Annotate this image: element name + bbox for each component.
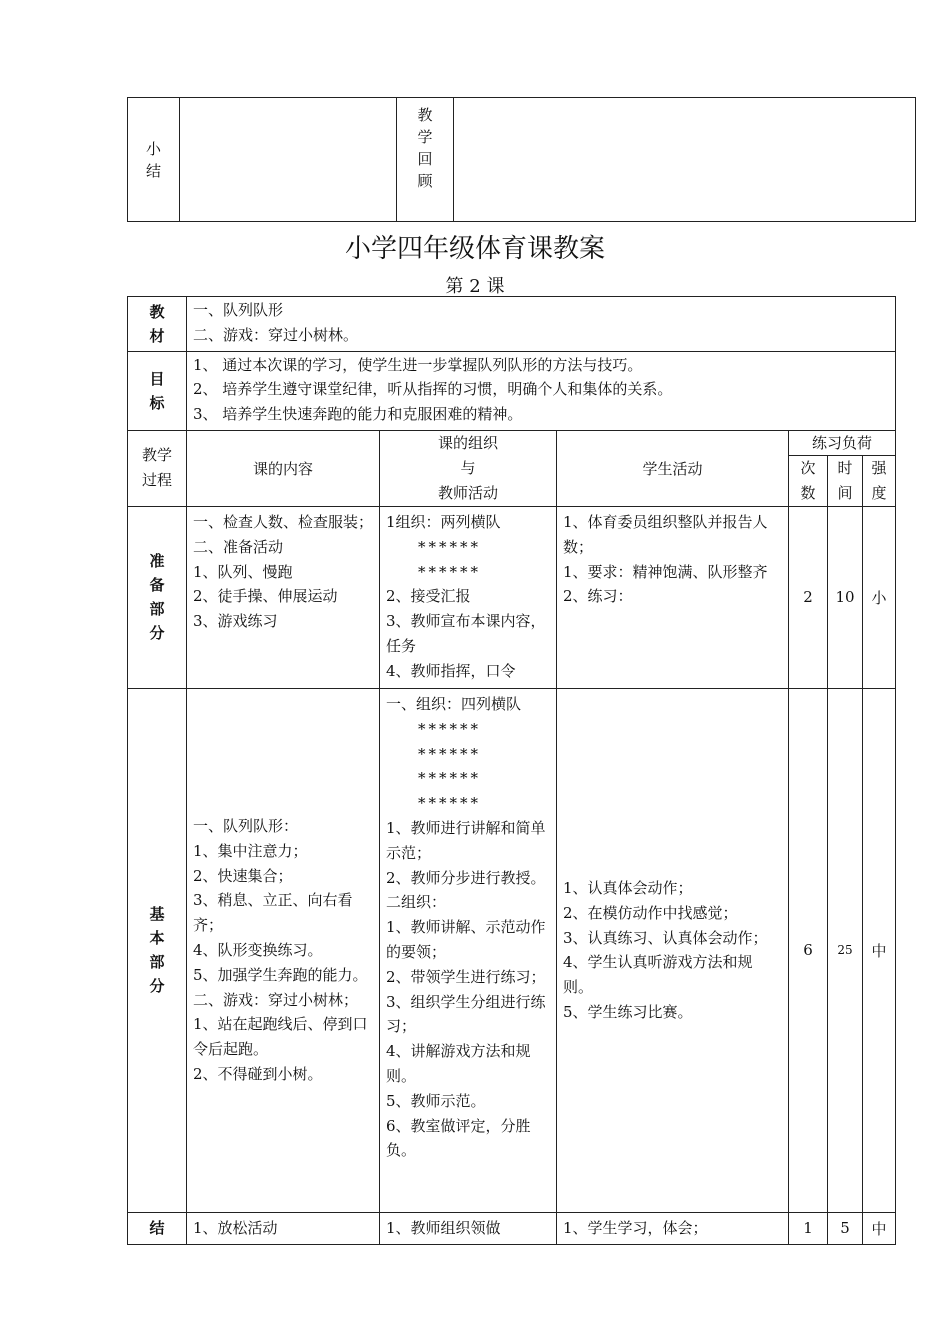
prep-label-char: 部 xyxy=(149,600,165,619)
basic-org-line: 1、教师进行讲解和简单示范； xyxy=(386,818,546,862)
prep-content xyxy=(187,506,380,688)
formation-stars: ****** xyxy=(418,794,481,813)
header-content: 课的内容 xyxy=(187,430,380,506)
review-label-char: 回 xyxy=(417,150,433,168)
basic-label-char: 分 xyxy=(149,977,165,996)
header-student: 学生活动 xyxy=(557,430,789,506)
goal-line: 1、 通过本次课的学习，使学生进一步掌握队列队形的方法与技巧。 xyxy=(193,355,643,374)
goal-label-char: 标 xyxy=(149,393,165,412)
basic-org-line: 2、教师分步进行教授。 xyxy=(386,868,546,887)
basic-content-line: 2、快速集合； xyxy=(193,866,293,885)
basic-intensity: 中 xyxy=(863,688,896,1212)
header-duration: 时间 xyxy=(828,455,863,506)
prep-student-line: 2、练习： xyxy=(563,587,633,606)
basic-label-char: 本 xyxy=(149,929,165,948)
goal-row xyxy=(128,351,896,430)
material-label-char: 教 xyxy=(149,302,165,321)
header-organization xyxy=(380,430,557,506)
prep-organization xyxy=(380,506,557,688)
formation-stars: ****** xyxy=(418,769,481,788)
review-content xyxy=(454,98,916,222)
prep-row xyxy=(128,506,896,688)
prep-org-line: 2、接受汇报 xyxy=(386,587,471,606)
basic-content-line: 3、稍息、立正、向右看齐； xyxy=(193,891,353,935)
prep-intensity: 小 xyxy=(863,506,896,688)
basic-content-line: 1、站在起跑线后、停到口令后起跑。 xyxy=(193,1015,368,1059)
basic-org-line: 3、组织学生分组进行练习； xyxy=(386,992,546,1036)
prep-content-line: 3、游戏练习 xyxy=(193,612,278,631)
basic-org-line: 6、教室做评定，分胜负。 xyxy=(386,1116,531,1160)
end-row xyxy=(128,1212,896,1244)
prep-label-char: 备 xyxy=(149,576,165,595)
prep-duration: 10 xyxy=(828,506,863,688)
material-content xyxy=(187,297,896,352)
summary-label xyxy=(128,98,180,222)
basic-org-line: 一、组织：四列横队 xyxy=(386,694,522,713)
basic-label xyxy=(128,688,187,1212)
basic-content-line: 5、加强学生奔跑的能力。 xyxy=(193,965,368,984)
basic-student-line: 1、认真体会动作； xyxy=(563,879,693,898)
end-intensity: 中 xyxy=(863,1212,896,1244)
header-times: 次数 xyxy=(789,455,828,506)
end-label: 结 xyxy=(128,1212,187,1244)
basic-row xyxy=(128,688,896,1212)
prep-times: 2 xyxy=(789,506,828,688)
goal-label-char: 目 xyxy=(149,369,165,388)
goal-label xyxy=(128,351,187,430)
summary-label-char: 小 xyxy=(145,139,161,158)
formation-stars: ****** xyxy=(418,562,481,581)
basic-student-line: 5、学生练习比赛。 xyxy=(563,1003,693,1022)
header-row xyxy=(128,430,896,455)
basic-student-line: 4、学生认真听游戏方法和规则。 xyxy=(563,953,753,997)
basic-label-char: 基 xyxy=(149,905,165,924)
prep-student xyxy=(557,506,789,688)
prep-label xyxy=(128,506,187,688)
header-org-line: 课的组织 xyxy=(437,433,498,452)
basic-student-line: 2、在模仿动作中找感觉； xyxy=(563,903,738,922)
basic-content-line: 二、游戏：穿过小树林； xyxy=(193,990,359,1009)
material-row xyxy=(128,297,896,352)
prep-label-char: 准 xyxy=(149,552,165,571)
basic-org-line: 5、教师示范。 xyxy=(386,1091,486,1110)
prep-org-line: 4、教师指挥，口令 xyxy=(386,661,516,680)
goal-content xyxy=(187,351,896,430)
material-label xyxy=(128,297,187,352)
formation-stars: ****** xyxy=(418,744,481,763)
basic-org-line: 二组织： xyxy=(386,893,447,912)
header-process: 教学过程 xyxy=(128,430,187,506)
end-student: 1、学生学习，体会； xyxy=(557,1212,789,1244)
material-line: 一、队列队形 xyxy=(193,301,284,319)
prep-content-line: 二、准备活动 xyxy=(193,537,284,556)
prep-label-char: 分 xyxy=(149,624,165,643)
basic-content-line: 4、队形变换练习。 xyxy=(193,941,323,960)
summary-table xyxy=(127,97,916,222)
review-label-char: 顾 xyxy=(417,172,433,190)
prep-org-line: 1组织：两列横队 xyxy=(386,512,501,531)
review-label-char: 教 xyxy=(417,106,433,124)
end-times: 1 xyxy=(789,1212,828,1244)
basic-org-line: 1、教师讲解、示范动作的要领； xyxy=(386,918,546,961)
prep-org-line: 3、教师宣布本课内容，任务 xyxy=(386,612,546,655)
lesson-number: 第 2 课 xyxy=(445,276,505,297)
summary-content xyxy=(180,98,397,222)
summary-label-char: 结 xyxy=(145,161,161,180)
prep-student-line: 1、体育委员组织整队并报告人数； xyxy=(563,512,768,556)
basic-student-line: 3、认真练习、认真体会动作； xyxy=(563,928,768,947)
end-duration: 5 xyxy=(828,1212,863,1244)
basic-times: 6 xyxy=(789,688,828,1212)
basic-content xyxy=(187,688,380,1212)
basic-organization xyxy=(380,688,557,1212)
lesson-plan-table xyxy=(127,296,896,1245)
header-org-line: 教师活动 xyxy=(437,483,498,502)
material-label-char: 材 xyxy=(149,326,165,345)
formation-stars: ****** xyxy=(418,537,481,556)
header-load: 练习负荷 xyxy=(789,430,896,455)
prep-content-line: 1、队列、慢跑 xyxy=(193,562,293,581)
header-org-line: 与 xyxy=(460,458,476,477)
material-line: 二、游戏：穿过小树林。 xyxy=(193,325,359,344)
basic-student xyxy=(557,688,789,1212)
page-title: 小学四年级体育课教案 xyxy=(344,234,605,264)
basic-content-line: 一、队列队形： xyxy=(193,817,299,836)
review-label-char: 学 xyxy=(417,128,433,146)
goal-line: 3、 培养学生快速奔跑的能力和克服困难的精神。 xyxy=(193,405,523,424)
basic-org-line: 4、讲解游戏方法和规则。 xyxy=(386,1042,531,1085)
basic-content-line: 2、不得碰到小树。 xyxy=(193,1065,323,1084)
prep-content-line: 2、徒手操、伸展运动 xyxy=(193,587,338,606)
goal-line: 2、 培养学生遵守课堂纪律，听从指挥的习惯，明确个人和集体的关系。 xyxy=(193,380,673,399)
prep-student-line: 1、要求：精神饱满、队形整齐 xyxy=(563,562,768,581)
basic-label-char: 部 xyxy=(149,953,165,972)
basic-content-line: 1、集中注意力； xyxy=(193,841,308,860)
end-content: 1、放松活动 xyxy=(187,1212,380,1244)
prep-content-line: 一、检查人数、检查服装； xyxy=(193,512,374,531)
end-organization: 1、教师组织领做 xyxy=(380,1212,557,1244)
formation-stars: ****** xyxy=(418,719,481,738)
review-label xyxy=(397,98,454,222)
basic-org-line: 2、带领学生进行练习； xyxy=(386,967,546,986)
basic-duration: 25 xyxy=(828,688,863,1212)
header-intensity: 强度 xyxy=(863,455,896,506)
